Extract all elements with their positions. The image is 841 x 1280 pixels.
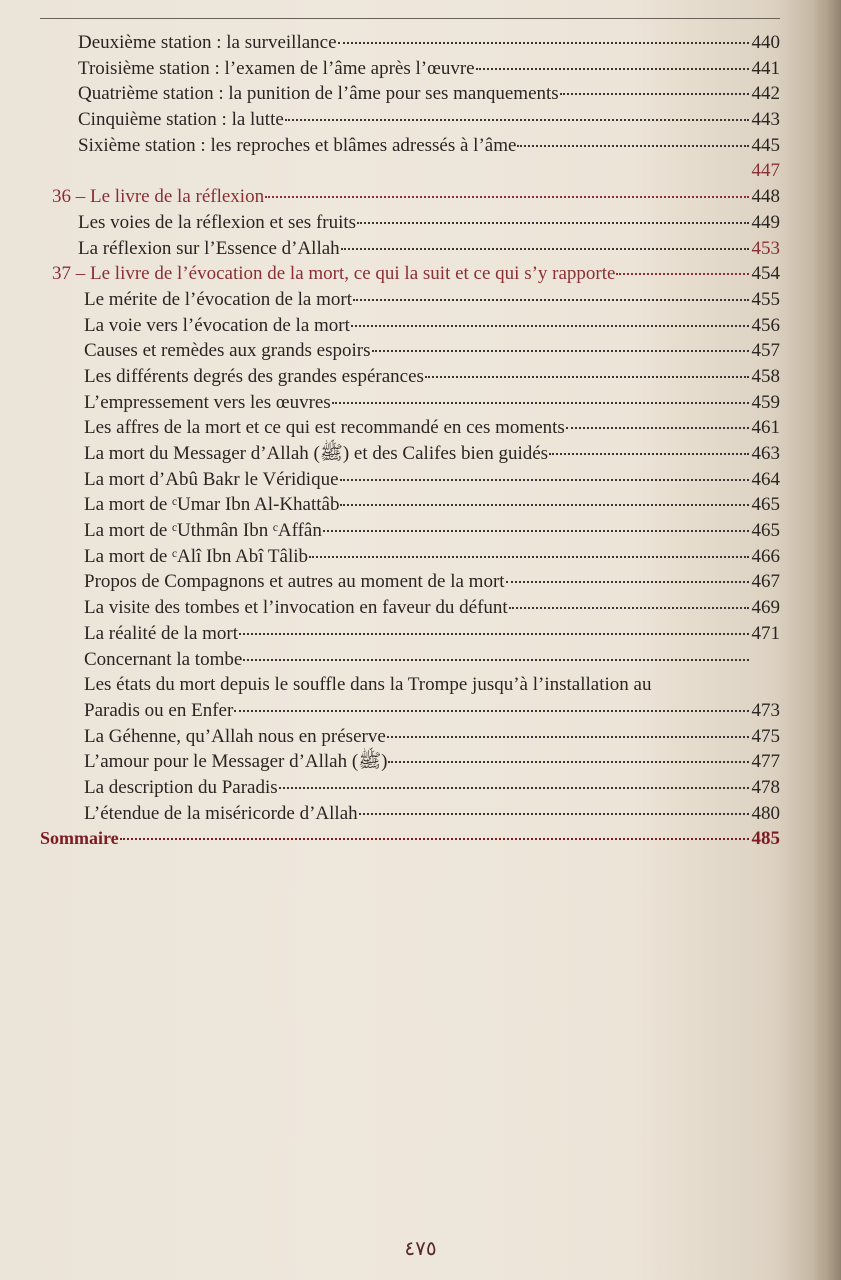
toc-page-number: 465 xyxy=(751,494,780,516)
toc-entry[interactable] xyxy=(40,467,780,493)
leader-dots xyxy=(243,659,749,661)
page-edge-shadow xyxy=(813,0,841,1280)
leader-dots xyxy=(566,427,749,429)
toc-entry[interactable] xyxy=(40,210,780,236)
toc-entry[interactable] xyxy=(40,236,780,262)
toc-entry[interactable] xyxy=(40,647,780,673)
toc-entry-title: La réalité de la mort xyxy=(84,622,239,644)
leader-dots xyxy=(549,453,749,455)
toc-entry[interactable] xyxy=(40,81,780,107)
leader-dots xyxy=(616,273,749,275)
toc-page-number: 456 xyxy=(751,314,780,336)
toc-entry[interactable] xyxy=(40,775,780,801)
toc-entry[interactable] xyxy=(40,621,780,647)
toc-page-number: 467 xyxy=(751,571,780,593)
toc-page-number: 445 xyxy=(751,134,780,156)
toc-page-number: 449 xyxy=(751,211,780,233)
toc-entry-title: Le mérite de l’évocation de la mort xyxy=(84,288,352,310)
leader-dots xyxy=(340,504,749,506)
toc-chapter-title: 36 – Le livre de la réflexion xyxy=(52,186,265,208)
toc-entry-title: L’empressement vers les œuvres xyxy=(84,391,331,413)
toc-entry-title: Causes et remèdes aux grands espoirs xyxy=(84,340,371,362)
toc-entry-title: La visite des tombes et l’invocation en faveur du défunt xyxy=(84,597,508,619)
toc-page-number: 473 xyxy=(751,699,780,721)
leader-dots xyxy=(506,581,749,583)
toc-entry-title: Troisième station : l’examen de l’âme après l’œuvre xyxy=(78,57,475,79)
toc-entry-title: La mort de ᶜUmar Ibn Al-Khattâb xyxy=(84,494,340,516)
toc-chapter-title: 37 – Le livre de l’évocation de la mort, ce qui la suit et ce qui s’y rapporte xyxy=(52,263,616,285)
toc-page-number: 461 xyxy=(751,417,780,439)
leader-dots xyxy=(351,325,749,327)
toc-entry[interactable] xyxy=(40,492,780,518)
toc-summary-title: Sommaire xyxy=(40,828,119,849)
leader-dots xyxy=(323,530,749,532)
leader-dots xyxy=(359,813,749,815)
toc-entry[interactable] xyxy=(40,338,780,364)
toc-entry[interactable] xyxy=(40,133,780,159)
toc-entry-title: Cinquième station : la lutte xyxy=(78,109,284,131)
toc-page-number: 478 xyxy=(751,776,780,798)
toc-page-number: 457 xyxy=(751,340,780,362)
leader-dots xyxy=(340,479,750,481)
toc-page-number: 475 xyxy=(751,725,780,747)
leader-dots xyxy=(338,42,749,44)
toc-entry-title: La réflexion sur l’Essence d’Allah xyxy=(78,237,340,259)
toc-entry-title: La description du Paradis xyxy=(84,776,278,798)
toc-entry[interactable] xyxy=(40,698,780,724)
toc-entry[interactable] xyxy=(40,724,780,750)
toc-page-number: 464 xyxy=(751,468,780,490)
toc-entry[interactable] xyxy=(40,56,780,82)
toc-entry-title: Concernant la tombe xyxy=(84,648,243,670)
toc-entry[interactable] xyxy=(40,544,780,570)
leader-dots xyxy=(357,222,749,224)
leader-dots xyxy=(509,607,749,609)
toc-page-number: 471 xyxy=(751,622,780,644)
toc-page-number: 458 xyxy=(751,365,780,387)
toc-entry[interactable] xyxy=(40,569,780,595)
toc-entry[interactable] xyxy=(40,313,780,339)
leader-dots xyxy=(388,761,749,763)
toc-entry[interactable] xyxy=(40,364,780,390)
toc-chapter[interactable] xyxy=(40,184,780,210)
leader-dots xyxy=(279,787,749,789)
leader-dots xyxy=(517,145,749,147)
leader-dots xyxy=(476,68,749,70)
toc-entry-title: L’amour pour le Messager d’Allah (ﷺ) xyxy=(84,751,388,773)
leader-dots xyxy=(387,736,749,738)
toc-page-number: 480 xyxy=(751,802,780,824)
leader-dots xyxy=(265,196,749,198)
leader-dots xyxy=(285,119,749,121)
toc-page-number: 447 xyxy=(751,160,780,182)
toc-page-number: 465 xyxy=(751,520,780,542)
toc-page-number: 440 xyxy=(751,32,780,53)
leader-dots xyxy=(332,402,749,404)
toc-entry-title-line[interactable]: Les états du mort depuis le souffle dans la Trompe jusqu’à l’installation au xyxy=(84,674,652,696)
toc-entry[interactable] xyxy=(40,441,780,467)
toc-entry-title: Les différents degrés des grandes espérances xyxy=(84,365,424,387)
toc-entry[interactable] xyxy=(40,390,780,416)
table-of-contents xyxy=(40,30,780,852)
toc-entry-title: La Géhenne, qu’Allah nous en préserve xyxy=(84,725,386,747)
toc-entry[interactable] xyxy=(40,415,780,441)
toc-page-number: 443 xyxy=(751,109,780,131)
toc-entry-title: L’étendue de la miséricorde d’Allah xyxy=(84,802,358,824)
toc-page-number: 442 xyxy=(751,83,780,105)
leader-dots xyxy=(120,838,749,840)
toc-page-number: 453 xyxy=(751,237,780,259)
toc-entry-title: La mort de ᶜUthmân Ibn ᶜAffân xyxy=(84,520,322,542)
toc-entry-title: La mort de ᶜAlî Ibn Abî Tâlib xyxy=(84,545,309,567)
toc-entry[interactable] xyxy=(40,801,780,827)
toc-entry-title: Paradis ou en Enfer xyxy=(84,699,234,721)
toc-page-number: 459 xyxy=(751,391,780,413)
toc-entry-title: Sixième station : les reproches et blâmes adressés à l’âme xyxy=(78,134,517,156)
toc-entry[interactable] xyxy=(40,749,780,775)
toc-entry[interactable] xyxy=(40,107,780,133)
leader-dots xyxy=(425,376,749,378)
toc-page-number: 448 xyxy=(751,186,780,208)
toc-entry-title: Quatrième station : la punition de l’âme pour ses manquements xyxy=(78,83,559,105)
toc-entry-title: La mort du Messager d’Allah (ﷺ) et des Califes bien guidés xyxy=(84,443,549,464)
toc-entry-title: Deuxième station : la surveillance xyxy=(78,32,337,53)
toc-page-number: 454 xyxy=(751,263,780,285)
leader-dots xyxy=(353,299,749,301)
leader-dots xyxy=(239,633,749,635)
leader-dots xyxy=(234,710,749,712)
toc-entry[interactable] xyxy=(40,287,780,313)
leader-dots xyxy=(309,556,749,558)
toc-page-number: 485 xyxy=(751,828,780,850)
toc-chapter[interactable] xyxy=(40,261,780,287)
toc-page-number: 469 xyxy=(751,597,780,619)
header-rule xyxy=(40,18,780,19)
toc-entry[interactable] xyxy=(40,518,780,544)
page-folio: ٤٧٥ xyxy=(404,1238,437,1260)
leader-dots xyxy=(560,93,749,95)
leader-dots xyxy=(341,248,749,250)
toc-entry[interactable] xyxy=(40,158,780,184)
toc-entry[interactable] xyxy=(40,595,780,621)
toc-summary-entry[interactable] xyxy=(40,826,780,852)
toc-entry-title: La voie vers l’évocation de la mort xyxy=(84,314,350,336)
toc-page-number: 441 xyxy=(751,57,780,79)
toc-page-number: 463 xyxy=(751,443,780,464)
toc-entry-title: Les voies de la réflexion et ses fruits xyxy=(78,211,357,233)
toc-page-number: 455 xyxy=(751,288,780,310)
toc-entry-title: La mort d’Abû Bakr le Véridique xyxy=(84,468,339,490)
toc-entry[interactable] xyxy=(40,30,780,56)
toc-entry-title: Les affres de la mort et ce qui est recommandé en ces moments xyxy=(84,417,565,439)
toc-page-number: 466 xyxy=(751,545,780,567)
leader-dots xyxy=(372,350,749,352)
toc-entry-title: Propos de Compagnons et autres au moment de la mort xyxy=(84,571,505,593)
toc-page-number: 477 xyxy=(751,751,780,773)
